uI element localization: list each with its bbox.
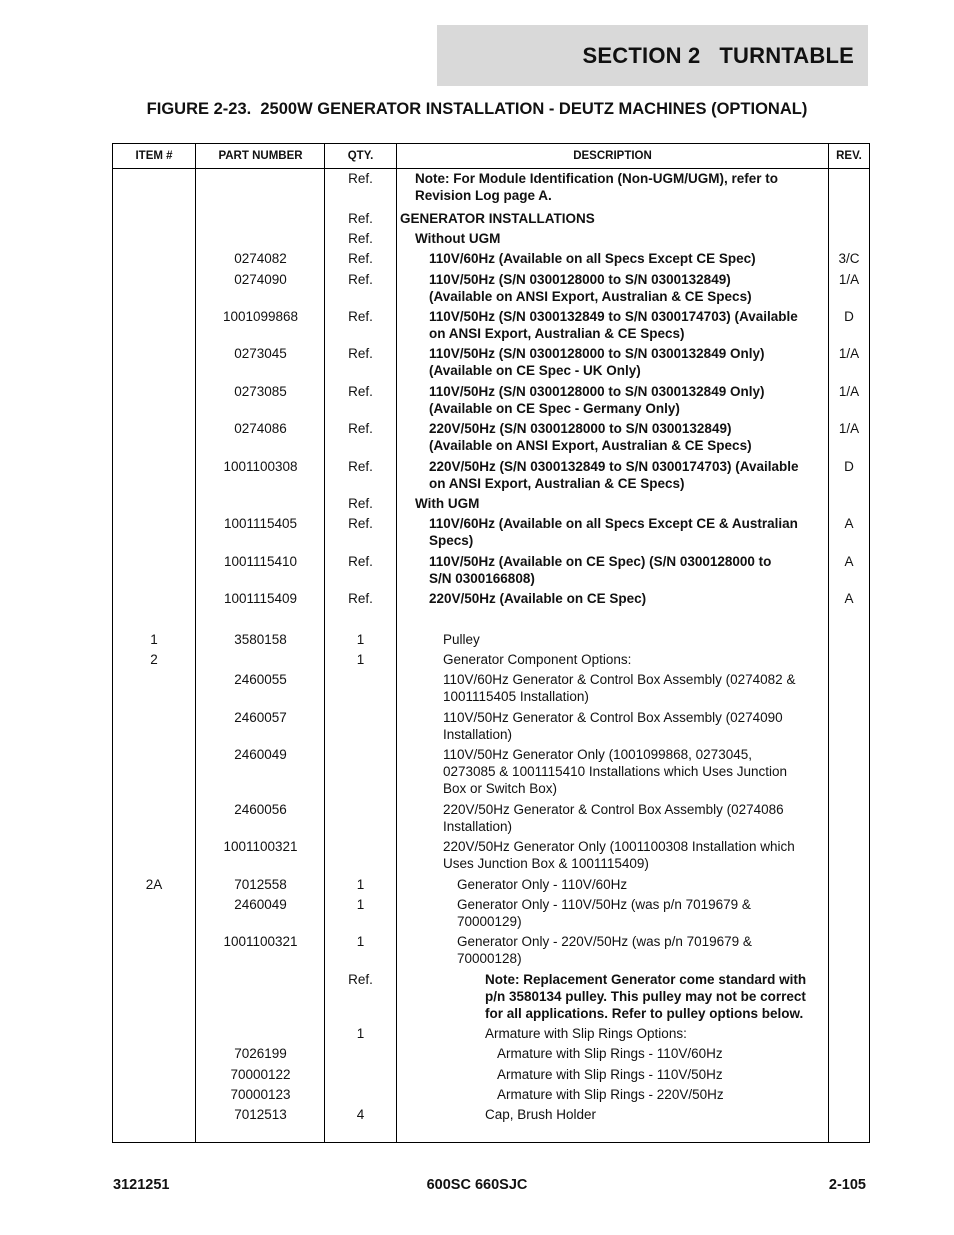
part-number: 0274082: [234, 251, 287, 266]
table-row: [113, 420, 869, 454]
revision: A: [844, 516, 854, 531]
part-number: 7012558: [234, 877, 287, 892]
quantity: 1: [356, 934, 365, 949]
description-line: 110V/50Hz Generator Only (1001099868, 0273045,: [443, 747, 752, 762]
table-row: [113, 876, 869, 893]
part-number: 2460057: [234, 710, 287, 725]
description-line: 110V/60Hz (Available on all Specs Except CE Spec): [429, 251, 756, 266]
header-description: DESCRIPTION: [573, 150, 652, 162]
quantity: Ref.: [348, 272, 373, 287]
quantity: Ref.: [348, 421, 373, 436]
description: [429, 590, 827, 607]
section-title: SECTION 2 TURNTABLE: [582, 42, 854, 68]
description-line: 220V/50Hz (S/N 0300128000 to S/N 0300132849): [429, 421, 732, 436]
table-row: [113, 1025, 869, 1042]
description-line: 220V/50Hz (S/N 0300132849 to S/N 0300174703) (Available: [429, 459, 799, 474]
description: [400, 210, 827, 227]
part-number: 7012513: [234, 1107, 287, 1122]
description-line: Revision Log page A.: [415, 188, 552, 203]
part-number: 0274090: [234, 272, 287, 287]
description: [485, 1025, 827, 1042]
description: [457, 876, 827, 893]
table-row: [113, 651, 869, 668]
footer-document-number: 3121251: [113, 1177, 170, 1193]
part-number: 0273085: [234, 384, 287, 399]
description-line: 110V/60Hz (Available on all Specs Except CE & Australian: [429, 516, 798, 531]
description: [457, 896, 827, 930]
description-line: (Available on CE Spec - Germany Only): [429, 401, 680, 416]
figure-title: FIGURE 2-23. 2500W GENERATOR INSTALLATION - DEUTZ MACHINES (OPTIONAL): [146, 100, 808, 118]
table-row: [113, 1066, 869, 1083]
table-row: [113, 383, 869, 417]
description-line: 220V/50Hz (Available on CE Spec): [429, 591, 647, 606]
description-line: Pulley: [443, 632, 480, 647]
revision: 1/A: [838, 384, 860, 399]
revision: 1/A: [838, 421, 860, 436]
quantity: 4: [356, 1107, 365, 1122]
part-number: 2460049: [234, 747, 287, 762]
revision: D: [844, 459, 854, 474]
table-row: [113, 271, 869, 305]
description-line: GENERATOR INSTALLATIONS: [400, 211, 595, 226]
part-number: 1001115410: [223, 554, 298, 569]
quantity: Ref.: [348, 211, 373, 226]
description-line: 0273085 & 1001115410 Installations which Uses Junction: [443, 764, 787, 779]
quantity: Ref.: [348, 384, 373, 399]
part-number: 1001115409: [223, 591, 298, 606]
description-line: Note: For Module Identification (Non-UGM/UGM), refer to: [415, 171, 778, 186]
part-number: 1001100321: [223, 839, 298, 854]
revision: A: [844, 591, 854, 606]
description: [497, 1045, 827, 1062]
quantity: Ref.: [348, 251, 373, 266]
description-line: Armature with Slip Rings - 220V/50Hz: [497, 1087, 724, 1102]
description: [429, 308, 827, 342]
description-line: Installation): [443, 727, 513, 742]
section-banner: [437, 25, 868, 86]
item-number: 1: [150, 632, 158, 647]
description-line: 1001115405 Installation): [443, 689, 589, 704]
description-line: (Available on ANSI Export, Australian & CE Specs): [429, 289, 752, 304]
revision: A: [844, 554, 854, 569]
part-number: 0274086: [234, 421, 287, 436]
table-row: [113, 230, 869, 247]
table-row: [113, 515, 869, 549]
description-line: Generator Only - 110V/50Hz (was p/n 7019679 &: [457, 897, 751, 912]
table-row: [113, 590, 869, 607]
table-row: [113, 495, 869, 512]
part-number: 70000123: [230, 1087, 291, 1102]
table-row: [113, 709, 869, 743]
part-number: 7026199: [234, 1046, 287, 1061]
description-line: Installation): [443, 819, 513, 834]
description-line: on ANSI Export, Australian & CE Specs): [429, 476, 685, 491]
table-row: [113, 671, 869, 705]
quantity: 1: [356, 652, 365, 667]
description: [429, 458, 827, 492]
description-line: 220V/50Hz Generator & Control Box Assembly (0274086: [443, 802, 784, 817]
description-line: Specs): [429, 533, 474, 548]
description-line: Note: Replacement Generator come standard with: [485, 972, 807, 987]
description-line: Armature with Slip Rings - 110V/50Hz: [497, 1067, 723, 1082]
description-line: 110V/50Hz (Available on CE Spec) (S/N 0300128000 to: [429, 554, 772, 569]
description-line: With UGM: [415, 496, 480, 511]
quantity: Ref.: [348, 972, 373, 987]
quantity: Ref.: [348, 309, 373, 324]
description: [429, 250, 827, 267]
table-row: [113, 1045, 869, 1062]
table-row: [113, 345, 869, 379]
table-row: [113, 308, 869, 342]
description-line: 110V/50Hz (S/N 0300128000 to S/N 0300132849 Only): [429, 384, 765, 399]
description-line: 110V/60Hz Generator & Control Box Assembly (0274082 &: [443, 672, 796, 687]
description: [415, 495, 827, 512]
description: [497, 1066, 827, 1083]
quantity: Ref.: [348, 554, 373, 569]
table-header: [113, 144, 869, 169]
quantity: Ref.: [348, 231, 373, 246]
part-number: 1001100308: [223, 459, 298, 474]
part-number: 3580158: [234, 632, 287, 647]
part-number: 2460056: [234, 802, 287, 817]
description-line: (Available on CE Spec - UK Only): [429, 363, 641, 378]
quantity: Ref.: [348, 591, 373, 606]
table-row: [113, 971, 869, 1022]
description-line: Generator Only - 110V/60Hz: [457, 877, 628, 892]
description: [443, 631, 827, 648]
description: [415, 230, 827, 247]
part-number: 2460055: [234, 672, 287, 687]
description: [497, 1086, 827, 1103]
table-row: [113, 170, 869, 204]
revision: 3/C: [838, 251, 860, 266]
table-row: [113, 553, 869, 587]
quantity: Ref.: [348, 346, 373, 361]
quantity: 1: [356, 877, 365, 892]
description: [485, 1106, 827, 1123]
description-line: Without UGM: [415, 231, 501, 246]
table-row: [113, 838, 869, 872]
parts-table: [112, 143, 870, 1143]
description: [429, 271, 827, 305]
description: [429, 515, 827, 549]
description-line: Uses Junction Box & 1001115409): [443, 856, 649, 871]
table-row: [113, 1086, 869, 1103]
description-line: Armature with Slip Rings Options:: [485, 1026, 687, 1041]
item-number: 2: [150, 652, 158, 667]
quantity: Ref.: [348, 496, 373, 511]
description-line: Armature with Slip Rings - 110V/60Hz: [497, 1046, 723, 1061]
quantity: Ref.: [348, 171, 373, 186]
description: [443, 801, 827, 835]
footer-page-number: 2-105: [828, 1177, 866, 1193]
header-qty: QTY.: [347, 150, 374, 162]
description-line: 110V/50Hz (S/N 0300128000 to S/N 0300132849 Only): [429, 346, 765, 361]
header-rev: REV.: [836, 150, 862, 162]
part-number: 2460049: [234, 897, 287, 912]
revision: 1/A: [838, 346, 860, 361]
quantity: Ref.: [348, 516, 373, 531]
description-line: 220V/50Hz Generator Only (1001100308 Installation which: [443, 839, 795, 854]
description: [429, 383, 827, 417]
quantity: 1: [356, 632, 365, 647]
quantity: 1: [356, 897, 365, 912]
footer-model: 600SC 660SJC: [426, 1177, 528, 1193]
table-row: [113, 933, 869, 967]
item-number: 2A: [145, 877, 163, 892]
table-row: [113, 458, 869, 492]
description-line: Generator Only - 220V/50Hz (was p/n 7019679 &: [457, 934, 752, 949]
description: [443, 838, 827, 872]
part-number: 1001099868: [222, 309, 299, 324]
description: [443, 651, 827, 668]
description: [457, 933, 827, 967]
description: [429, 345, 827, 379]
description-line: 110V/50Hz (S/N 0300132849 to S/N 0300174703) (Available: [429, 309, 798, 324]
description: [443, 746, 827, 797]
table-row: [113, 631, 869, 648]
table-row: [113, 250, 869, 267]
quantity: 1: [356, 1026, 365, 1041]
part-number: 70000122: [230, 1067, 291, 1082]
table-row: [113, 801, 869, 835]
description-line: 70000129): [457, 914, 522, 929]
table-row: [113, 746, 869, 797]
revision: D: [844, 309, 854, 324]
description-line: 70000128): [457, 951, 522, 966]
description-line: p/n 3580134 pulley. This pulley may not be correct: [485, 989, 806, 1004]
part-number: 1001100321: [223, 934, 298, 949]
description-line: Box or Switch Box): [443, 781, 558, 796]
description: [429, 420, 827, 454]
description-line: Generator Component Options:: [443, 652, 632, 667]
description-line: (Available on ANSI Export, Australian & CE Specs): [429, 438, 752, 453]
description-line: Cap, Brush Holder: [485, 1107, 597, 1122]
description: [415, 170, 827, 204]
description-line: 110V/50Hz Generator & Control Box Assembly (0274090: [443, 710, 783, 725]
header-item: ITEM #: [135, 150, 173, 162]
description-line: 110V/50Hz (S/N 0300128000 to S/N 0300132849): [429, 272, 731, 287]
part-number: 0273045: [234, 346, 287, 361]
table-row: [113, 1106, 869, 1123]
description-line: S/N 0300166808): [429, 571, 535, 586]
part-number: 1001115405: [223, 516, 298, 531]
revision: 1/A: [838, 272, 860, 287]
header-part-number: PART NUMBER: [218, 150, 303, 162]
description: [443, 709, 827, 743]
table-row: [113, 210, 869, 227]
table-row: [113, 896, 869, 930]
description: [429, 553, 827, 587]
description-line: for all applications. Refer to pulley options below.: [485, 1006, 804, 1021]
description: [443, 671, 827, 705]
quantity: Ref.: [348, 459, 373, 474]
description: [485, 971, 827, 1022]
description-line: on ANSI Export, Australian & CE Specs): [429, 326, 685, 341]
